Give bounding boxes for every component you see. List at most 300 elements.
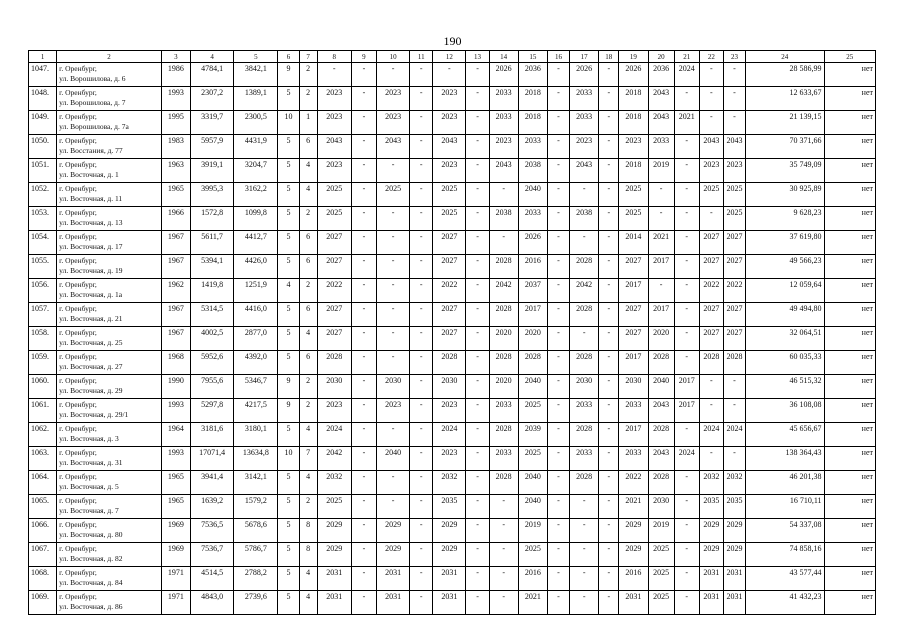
data-cell: 17071,4 xyxy=(190,447,233,471)
data-cell: - xyxy=(599,447,619,471)
data-cell: 5786,7 xyxy=(234,543,278,567)
data-cell: 74 858,16 xyxy=(746,543,824,567)
data-cell: - xyxy=(570,543,599,567)
data-cell: нет xyxy=(824,423,875,447)
row-number: 1052. xyxy=(29,183,57,207)
data-cell: 9 xyxy=(278,63,299,87)
data-cell: 5346,7 xyxy=(234,375,278,399)
address-city: г. Оренбург, xyxy=(59,208,97,217)
address-street: ул. Восточная, д. 7 xyxy=(59,506,119,515)
data-cell: - xyxy=(376,351,409,375)
data-cell: 2024 xyxy=(699,423,723,447)
row-number: 1048. xyxy=(29,87,57,111)
data-cell: 2031 xyxy=(376,567,409,591)
data-cell: 36 108,08 xyxy=(746,399,824,423)
data-cell: 1965 xyxy=(161,471,190,495)
data-cell: 2033 xyxy=(518,135,547,159)
data-cell: - xyxy=(351,327,376,351)
table-row xyxy=(29,447,876,471)
data-cell: 6 xyxy=(299,351,317,375)
data-cell: - xyxy=(599,375,619,399)
address-cell xyxy=(57,543,162,567)
data-cell: 3162,2 xyxy=(234,183,278,207)
data-cell: 2026 xyxy=(489,63,518,87)
address-cell xyxy=(57,207,162,231)
data-cell: 2018 xyxy=(518,87,547,111)
data-cell: 5 xyxy=(278,423,299,447)
data-cell: 2029 xyxy=(433,543,466,567)
column-number: 2 xyxy=(57,51,162,63)
table-row xyxy=(29,327,876,351)
data-cell: - xyxy=(410,303,433,327)
data-cell: - xyxy=(410,591,433,615)
data-cell: 2033 xyxy=(489,447,518,471)
address-street: ул. Восточная, д. 84 xyxy=(59,578,123,587)
data-cell: - xyxy=(674,567,699,591)
data-cell: 2026 xyxy=(619,63,648,87)
table-row xyxy=(29,495,876,519)
data-cell: 3919,1 xyxy=(190,159,233,183)
data-cell: 1251,9 xyxy=(234,279,278,303)
address-city: г. Оренбург, xyxy=(59,64,97,73)
data-cell: - xyxy=(599,111,619,135)
data-cell: 2025 xyxy=(648,567,674,591)
address-city: г. Оренбург, xyxy=(59,328,97,337)
table-row xyxy=(29,279,876,303)
data-cell: 12 059,64 xyxy=(746,279,824,303)
address-city: г. Оренбург, xyxy=(59,472,97,481)
data-cell: - xyxy=(674,135,699,159)
data-cell: нет xyxy=(824,567,875,591)
address-cell xyxy=(57,375,162,399)
data-cell: - xyxy=(599,159,619,183)
data-cell: 2035 xyxy=(723,495,745,519)
data-cell: 1971 xyxy=(161,567,190,591)
address-city: г. Оренбург, xyxy=(59,88,97,97)
data-cell: нет xyxy=(824,351,875,375)
data-cell: - xyxy=(410,567,433,591)
data-cell: - xyxy=(699,207,723,231)
table-row xyxy=(29,159,876,183)
data-cell: нет xyxy=(824,375,875,399)
data-cell: нет xyxy=(824,63,875,87)
address-street: ул. Восточная, д. 29/1 xyxy=(59,410,129,419)
address-cell xyxy=(57,111,162,135)
data-cell: 2021 xyxy=(619,495,648,519)
table-row xyxy=(29,87,876,111)
table-row xyxy=(29,231,876,255)
data-cell: 5 xyxy=(278,207,299,231)
data-cell: - xyxy=(466,351,489,375)
data-cell: - xyxy=(723,399,745,423)
data-cell: 2043 xyxy=(489,159,518,183)
data-cell: - xyxy=(570,327,599,351)
data-cell: 2022 xyxy=(619,471,648,495)
data-cell: 2027 xyxy=(433,255,466,279)
data-cell: 2017 xyxy=(648,255,674,279)
data-cell: - xyxy=(723,63,745,87)
table-row xyxy=(29,135,876,159)
data-cell: 2023 xyxy=(433,159,466,183)
row-number: 1064. xyxy=(29,471,57,495)
data-cell: 46 515,32 xyxy=(746,375,824,399)
row-number: 1051. xyxy=(29,159,57,183)
data-cell: - xyxy=(599,495,619,519)
row-number: 1068. xyxy=(29,567,57,591)
data-cell: 49 566,23 xyxy=(746,255,824,279)
data-cell: 2033 xyxy=(648,135,674,159)
data-cell: нет xyxy=(824,495,875,519)
column-number: 16 xyxy=(547,51,569,63)
data-cell: 2040 xyxy=(648,375,674,399)
data-cell: 2032 xyxy=(317,471,351,495)
data-cell: 43 577,44 xyxy=(746,567,824,591)
data-cell: - xyxy=(376,279,409,303)
data-cell: 7536,5 xyxy=(190,519,233,543)
data-cell: 10 xyxy=(278,447,299,471)
data-cell: нет xyxy=(824,255,875,279)
data-cell: - xyxy=(466,471,489,495)
column-number: 22 xyxy=(699,51,723,63)
data-cell: 8 xyxy=(299,543,317,567)
data-cell: 2027 xyxy=(317,255,351,279)
column-number: 4 xyxy=(190,51,233,63)
data-cell: 2043 xyxy=(648,399,674,423)
data-cell: 1964 xyxy=(161,423,190,447)
data-cell: 2022 xyxy=(433,279,466,303)
table-row xyxy=(29,111,876,135)
data-cell: - xyxy=(699,87,723,111)
address-street: ул. Восточная, д. 1а xyxy=(59,290,123,299)
data-cell: 2025 xyxy=(518,447,547,471)
data-cell: - xyxy=(376,303,409,327)
data-cell: 2027 xyxy=(619,255,648,279)
data-cell: - xyxy=(489,567,518,591)
table-row xyxy=(29,543,876,567)
data-cell: 2023 xyxy=(489,135,518,159)
housing-registry-table xyxy=(28,50,876,615)
data-cell: 2028 xyxy=(489,351,518,375)
data-cell: - xyxy=(410,423,433,447)
data-cell: 3180,1 xyxy=(234,423,278,447)
data-cell: 2043 xyxy=(723,135,745,159)
data-cell: 4 xyxy=(299,471,317,495)
data-cell: 2024 xyxy=(723,423,745,447)
data-cell: - xyxy=(699,375,723,399)
row-number: 1067. xyxy=(29,543,57,567)
data-cell: нет xyxy=(824,279,875,303)
data-cell: 3204,7 xyxy=(234,159,278,183)
data-cell: 2025 xyxy=(376,183,409,207)
data-cell: 5 xyxy=(278,231,299,255)
data-cell: - xyxy=(599,135,619,159)
data-cell: - xyxy=(547,519,569,543)
data-cell: 1967 xyxy=(161,303,190,327)
data-cell: - xyxy=(351,303,376,327)
data-cell: 2033 xyxy=(489,111,518,135)
row-number: 1062. xyxy=(29,423,57,447)
data-cell: 1967 xyxy=(161,255,190,279)
data-cell: 2020 xyxy=(518,327,547,351)
data-cell: - xyxy=(489,519,518,543)
data-cell: 2043 xyxy=(376,135,409,159)
data-cell: - xyxy=(547,375,569,399)
data-cell: 2017 xyxy=(619,423,648,447)
address-street: ул. Восточная, д. 82 xyxy=(59,554,123,563)
column-number: 3 xyxy=(161,51,190,63)
data-cell: - xyxy=(410,159,433,183)
data-cell: нет xyxy=(824,591,875,615)
data-cell: 13634,8 xyxy=(234,447,278,471)
data-cell: - xyxy=(466,183,489,207)
data-cell: 2300,5 xyxy=(234,111,278,135)
data-cell: 2030 xyxy=(317,375,351,399)
data-cell: 1993 xyxy=(161,399,190,423)
data-cell: 2877,0 xyxy=(234,327,278,351)
data-cell: 2043 xyxy=(433,135,466,159)
data-cell: 2027 xyxy=(723,303,745,327)
data-cell: - xyxy=(376,327,409,351)
data-cell: - xyxy=(547,471,569,495)
data-cell: 2017 xyxy=(674,399,699,423)
data-cell: 4 xyxy=(299,159,317,183)
data-cell: - xyxy=(547,351,569,375)
data-cell: - xyxy=(723,111,745,135)
data-cell: 2 xyxy=(299,279,317,303)
data-cell: 2028 xyxy=(518,351,547,375)
data-cell: 2033 xyxy=(619,447,648,471)
data-cell: 1966 xyxy=(161,207,190,231)
address-street: ул. Восточная, д. 3 xyxy=(59,434,119,443)
data-cell: 5 xyxy=(278,543,299,567)
data-cell: 2033 xyxy=(489,87,518,111)
data-cell: 2036 xyxy=(648,63,674,87)
data-cell: - xyxy=(351,183,376,207)
data-cell: 2043 xyxy=(317,135,351,159)
data-cell: - xyxy=(489,591,518,615)
column-number: 7 xyxy=(299,51,317,63)
data-cell: - xyxy=(410,111,433,135)
address-cell xyxy=(57,471,162,495)
data-cell: 9 xyxy=(278,375,299,399)
data-cell: 2029 xyxy=(723,519,745,543)
address-city: г. Оренбург, xyxy=(59,304,97,313)
data-cell: 2028 xyxy=(433,351,466,375)
data-cell: - xyxy=(723,447,745,471)
data-cell: 2 xyxy=(299,87,317,111)
data-cell: 2025 xyxy=(619,207,648,231)
data-cell: 5 xyxy=(278,87,299,111)
table-row xyxy=(29,303,876,327)
data-cell: 2027 xyxy=(723,327,745,351)
row-number: 1066. xyxy=(29,519,57,543)
row-number: 1050. xyxy=(29,135,57,159)
data-cell: 6 xyxy=(299,231,317,255)
address-street: ул. Восточная, д. 19 xyxy=(59,266,123,275)
data-cell: 2031 xyxy=(317,591,351,615)
column-number: 9 xyxy=(351,51,376,63)
row-number: 1058. xyxy=(29,327,57,351)
data-cell: 2027 xyxy=(317,327,351,351)
address-city: г. Оренбург, xyxy=(59,424,97,433)
data-cell: 60 035,33 xyxy=(746,351,824,375)
data-cell: 2029 xyxy=(699,519,723,543)
data-cell: - xyxy=(410,279,433,303)
data-cell: - xyxy=(376,495,409,519)
data-cell: - xyxy=(351,543,376,567)
data-cell: 4514,5 xyxy=(190,567,233,591)
data-cell: - xyxy=(351,375,376,399)
data-cell: 2025 xyxy=(518,399,547,423)
data-cell: 2027 xyxy=(699,327,723,351)
address-cell xyxy=(57,87,162,111)
data-cell: 9 xyxy=(278,399,299,423)
address-city: г. Оренбург, xyxy=(59,136,97,145)
data-cell: 5 xyxy=(278,303,299,327)
data-cell: 1993 xyxy=(161,447,190,471)
row-number: 1059. xyxy=(29,351,57,375)
data-cell: 2028 xyxy=(570,255,599,279)
data-cell: - xyxy=(410,471,433,495)
data-cell: - xyxy=(570,231,599,255)
data-cell: - xyxy=(466,447,489,471)
data-cell: 2023 xyxy=(376,399,409,423)
data-cell: 1995 xyxy=(161,111,190,135)
table-body xyxy=(29,63,876,615)
data-cell: - xyxy=(410,375,433,399)
data-cell: 2016 xyxy=(518,255,547,279)
data-cell: - xyxy=(547,207,569,231)
data-cell: 8 xyxy=(299,519,317,543)
column-number: 23 xyxy=(723,51,745,63)
data-cell: 45 656,67 xyxy=(746,423,824,447)
data-cell: нет xyxy=(824,519,875,543)
data-cell: - xyxy=(599,87,619,111)
data-cell: 2025 xyxy=(648,591,674,615)
data-cell: 2029 xyxy=(433,519,466,543)
data-cell: 2026 xyxy=(518,231,547,255)
data-cell: 2040 xyxy=(518,495,547,519)
data-cell: - xyxy=(674,87,699,111)
data-cell: - xyxy=(599,519,619,543)
data-cell: 2029 xyxy=(699,543,723,567)
data-cell: 6 xyxy=(299,303,317,327)
data-cell: 2017 xyxy=(674,375,699,399)
data-cell: - xyxy=(376,207,409,231)
data-cell: 2023 xyxy=(433,87,466,111)
table-row xyxy=(29,423,876,447)
data-cell: - xyxy=(674,471,699,495)
address-city: г. Оренбург, xyxy=(59,256,97,265)
data-cell: 2043 xyxy=(570,159,599,183)
data-cell: 2033 xyxy=(619,399,648,423)
data-cell: - xyxy=(599,183,619,207)
data-cell: 2019 xyxy=(518,519,547,543)
data-cell: 2029 xyxy=(376,543,409,567)
data-cell: - xyxy=(351,231,376,255)
data-cell: 2023 xyxy=(570,135,599,159)
data-cell: 2023 xyxy=(317,87,351,111)
data-cell: 2025 xyxy=(723,183,745,207)
table-row xyxy=(29,567,876,591)
data-cell: 2023 xyxy=(723,159,745,183)
data-cell: 1969 xyxy=(161,543,190,567)
data-cell: - xyxy=(599,351,619,375)
data-cell: 2028 xyxy=(570,423,599,447)
address-street: ул. Восточная, д. 21 xyxy=(59,314,123,323)
data-cell: - xyxy=(547,423,569,447)
column-number: 8 xyxy=(317,51,351,63)
data-cell: - xyxy=(489,183,518,207)
data-cell: - xyxy=(351,279,376,303)
data-cell: 4412,7 xyxy=(234,231,278,255)
data-cell: - xyxy=(351,591,376,615)
data-cell: 2023 xyxy=(317,399,351,423)
data-cell: 2021 xyxy=(518,591,547,615)
address-street: ул. Восточная, д. 1 xyxy=(59,170,119,179)
data-cell: - xyxy=(376,159,409,183)
data-cell: 2043 xyxy=(648,87,674,111)
data-cell: 2025 xyxy=(648,543,674,567)
data-cell: 2025 xyxy=(317,495,351,519)
data-cell: 3319,7 xyxy=(190,111,233,135)
data-cell: - xyxy=(599,543,619,567)
data-cell: 2 xyxy=(299,495,317,519)
data-cell: 2017 xyxy=(619,279,648,303)
row-number: 1060. xyxy=(29,375,57,399)
data-cell: 2031 xyxy=(376,591,409,615)
data-cell: 2032 xyxy=(699,471,723,495)
data-cell: - xyxy=(351,471,376,495)
data-cell: 2033 xyxy=(518,207,547,231)
data-cell: 2030 xyxy=(648,495,674,519)
data-cell: 1963 xyxy=(161,159,190,183)
data-cell: 2027 xyxy=(619,303,648,327)
column-number: 6 xyxy=(278,51,299,63)
data-cell: 2018 xyxy=(619,111,648,135)
data-cell: - xyxy=(466,63,489,87)
data-cell: 2032 xyxy=(433,471,466,495)
data-cell: - xyxy=(547,303,569,327)
data-cell: 37 619,80 xyxy=(746,231,824,255)
data-cell: 2032 xyxy=(723,471,745,495)
data-cell: 1419,8 xyxy=(190,279,233,303)
data-cell: 4002,5 xyxy=(190,327,233,351)
data-cell: - xyxy=(351,351,376,375)
data-cell: - xyxy=(674,519,699,543)
data-cell: - xyxy=(351,423,376,447)
data-cell: 2030 xyxy=(570,375,599,399)
data-cell: - xyxy=(570,183,599,207)
data-cell: - xyxy=(699,63,723,87)
address-street: ул. Восточная, д. 5 xyxy=(59,482,119,491)
data-cell: 2020 xyxy=(489,327,518,351)
data-cell: - xyxy=(410,351,433,375)
address-street: ул. Восточная, д. 11 xyxy=(59,194,123,203)
data-cell: нет xyxy=(824,159,875,183)
data-cell: 1965 xyxy=(161,495,190,519)
address-cell xyxy=(57,159,162,183)
data-cell: 3995,3 xyxy=(190,183,233,207)
data-cell: 5 xyxy=(278,159,299,183)
data-cell: - xyxy=(410,207,433,231)
data-cell: нет xyxy=(824,183,875,207)
data-cell: 2040 xyxy=(518,375,547,399)
column-number: 1 xyxy=(29,51,57,63)
data-cell: - xyxy=(648,207,674,231)
address-cell xyxy=(57,399,162,423)
data-cell: 1968 xyxy=(161,351,190,375)
